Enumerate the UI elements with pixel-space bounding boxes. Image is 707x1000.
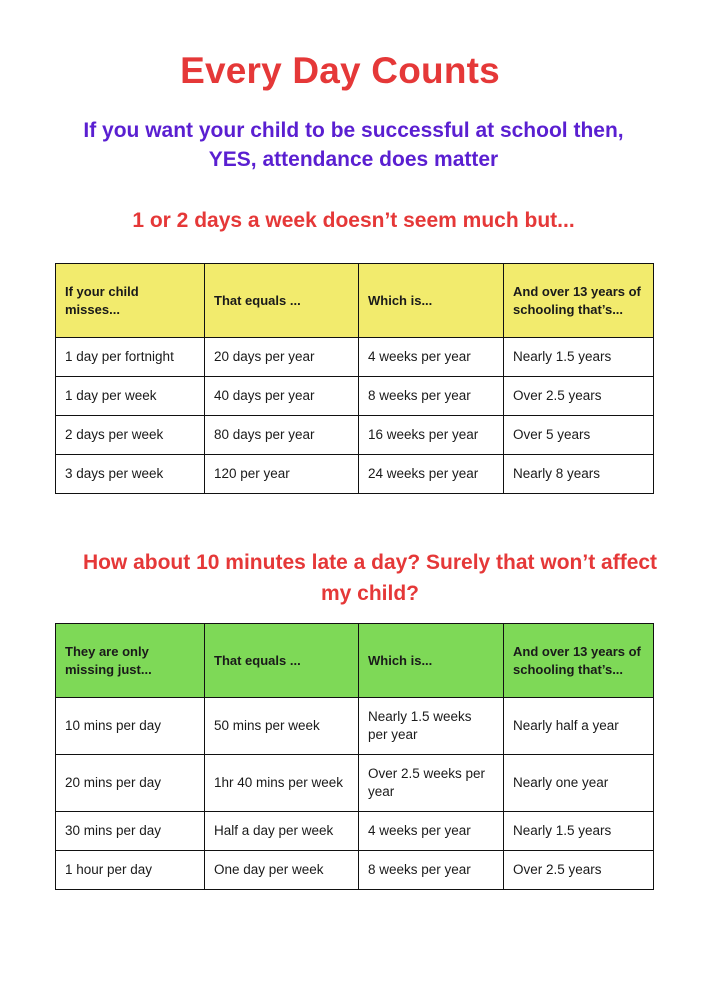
page-title: Every Day Counts <box>180 50 500 91</box>
days-missed-table <box>55 263 654 494</box>
table-cell: Nearly 1.5 years <box>504 338 654 377</box>
minutes-late-table <box>55 623 654 890</box>
table-cell: 120 per year <box>205 455 359 494</box>
table-cell: Nearly half a year <box>504 698 654 755</box>
table-cell: Over 2.5 years <box>504 851 654 890</box>
table-cell: Half a day per week <box>205 812 359 851</box>
table-cell: 30 mins per day <box>56 812 205 851</box>
table-row <box>56 416 654 455</box>
table-cell: 24 weeks per year <box>359 455 504 494</box>
table-cell: Nearly 1.5 years <box>504 812 654 851</box>
column-header: That equals ... <box>205 264 359 338</box>
table-cell: Over 2.5 years <box>504 377 654 416</box>
column-header: If your child misses... <box>56 264 205 338</box>
table-cell: Nearly 8 years <box>504 455 654 494</box>
subtitle <box>40 116 667 174</box>
table-cell: 20 days per year <box>205 338 359 377</box>
table-cell: Over 2.5 weeks per year <box>359 755 504 812</box>
table-cell: 40 days per year <box>205 377 359 416</box>
table-cell: 2 days per week <box>56 416 205 455</box>
column-header: Which is... <box>359 264 504 338</box>
column-header: They are only missing just... <box>56 624 205 698</box>
table-row <box>56 812 654 851</box>
table-row <box>56 698 654 755</box>
table-cell: 10 mins per day <box>56 698 205 755</box>
table-row <box>56 755 654 812</box>
column-header: And over 13 years of schooling that’s... <box>504 264 654 338</box>
table-cell: 1 day per fortnight <box>56 338 205 377</box>
table-cell: 3 days per week <box>56 455 205 494</box>
table-cell: 8 weeks per year <box>359 377 504 416</box>
table-cell: 4 weeks per year <box>359 812 504 851</box>
table-cell: 16 weeks per year <box>359 416 504 455</box>
table-cell: 20 mins per day <box>56 755 205 812</box>
table-cell: Nearly 1.5 weeks per year <box>359 698 504 755</box>
table-cell: One day per week <box>205 851 359 890</box>
table-row <box>56 851 654 890</box>
table-cell: Nearly one year <box>504 755 654 812</box>
section1-heading: 1 or 2 days a week doesn’t seem much but... <box>132 209 575 232</box>
table-cell: 80 days per year <box>205 416 359 455</box>
table-cell: 8 weeks per year <box>359 851 504 890</box>
table-row <box>56 377 654 416</box>
table-cell: 1hr 40 mins per week <box>205 755 359 812</box>
column-header: Which is... <box>359 624 504 698</box>
table-row <box>56 338 654 377</box>
table-cell: 1 hour per day <box>56 851 205 890</box>
table-cell: 1 day per week <box>56 377 205 416</box>
table-row <box>56 455 654 494</box>
column-header: And over 13 years of schooling that’s... <box>504 624 654 698</box>
table-cell: 4 weeks per year <box>359 338 504 377</box>
column-header: That equals ... <box>205 624 359 698</box>
table-header-row <box>56 264 654 338</box>
section2-heading: How about 10 minutes late a day? Surely that won’t affect my child? <box>82 551 658 605</box>
subtitle-line-2: YES, attendance does matter <box>208 148 499 171</box>
table-cell: Over 5 years <box>504 416 654 455</box>
table-cell: 50 mins per week <box>205 698 359 755</box>
subtitle-line-1: If you want your child to be successful at school then, <box>83 119 624 142</box>
table-header-row <box>56 624 654 698</box>
